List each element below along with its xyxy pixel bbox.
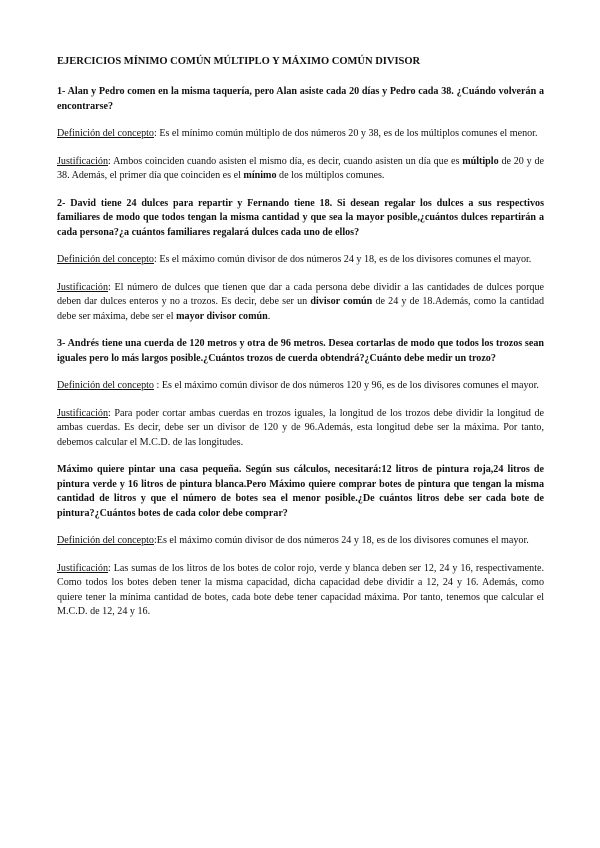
exercise-3-question: 3- Andrés tiene una cuerda de 120 metros y otra de 96 metros. Desea cortarlas de modo que todos los trozos sean iguales pero lo más largos posible.¿Cuántos trozos de cuerda obtendrá?¿Cuánto debe medir un trozo? [57,338,544,364]
definition-label: Definición del concepto [57,254,154,265]
justification-label: Justificación [57,281,109,293]
exercise-3-justification [57,407,544,451]
justification-emphasis: mayor divisor común [176,310,268,322]
definition-separator: : [153,535,157,546]
justification-label: Justificación [57,562,109,574]
justification-emphasis: múltiplo [462,155,499,167]
justification-text: Ambos coinciden cuando asisten el mismo día, es decir, cuando asisten un día que es [113,155,463,167]
justification-text: de 20 y de 38. Además, el primer día que coinciden es el [57,155,544,181]
justification-separator: : [108,407,115,419]
definition-separator: : [153,380,162,391]
exercise-1-question: 1- Alan y Pedro comen en la misma taquería, pero Alan asiste cada 20 días y Pedro cada 38. ¿Cuándo volverán a encontrarse? [57,86,544,112]
justification-text: El número de dulces que tienen que dar a cada persona debe dividir a las cantidades de dulces porque deben dar dulces enteros y no a trozos. Es decir, debe ser un [57,281,545,307]
definition-text: Es el máximo común divisor de dos números 24 y 18, es de los divisores comunes el mayor. [159,254,532,265]
justification-text: Las sumas de los litros de los botes de color rojo, verde y blanca deben ser 12, 24 y 16, respectivamente. Como todos los botes deben tener la misma capacidad, dicha capacidad debe dividir a 12, 24 y 16. Además, como quiere tener la mínima cantidad de botes, cada bote debe tener capacidad máxima. Por tanto, tenemos que calcular el M.C.D. de 12, 24 y 16. [57,562,544,617]
exercise-1-justification [57,155,544,184]
exercise-3-definition [57,379,544,394]
justification-emphasis: mínimo [243,170,277,181]
definition-separator: : [153,128,160,139]
justification-separator: : [108,281,115,293]
justification-label: Justificación [57,407,109,419]
definition-text: Es el mínimo común múltiplo de dos números 20 y 38, es de los múltiplos comunes el menor. [159,128,538,139]
definition-label: Definición del concepto [57,535,154,546]
definition-text: Es el máximo común divisor de dos números 120 y 96, es de los divisores comunes el mayor. [161,380,539,391]
exercise-1-definition [57,127,544,142]
definition-separator: : [153,254,160,265]
justification-text: de 24 y de 18.Además, como la cantidad debe ser máxima, debe ser el [57,296,545,322]
definition-label: Definición del concepto [57,380,154,391]
justification-label: Justificación [57,155,109,167]
exercise-2-definition [57,253,544,268]
exercise-2-question: 2- David tiene 24 dulces para repartir y Fernando tiene 18. Si desean regalar los dulces a sus respectivos familiares de modo que todos tengan la misma cantidad y que sea la mayor posible,¿cuántos dulces repartirán a cada persona?¿a cuántos familiares regalará dulces cada uno de ellos? [57,197,544,238]
exercise-4-justification [57,562,544,620]
definition-label: Definición del concepto [57,128,154,139]
justification-text: de los múltiplos comunes. [276,170,385,181]
justification-emphasis: divisor común [310,296,373,307]
exercise-2-justification [57,281,544,325]
justification-separator: : [108,155,114,167]
exercise-4-question: Máximo quiere pintar una casa pequeña. Según sus cálculos, necesitará:12 litros de pintura roja,24 litros de pintura verde y 16 litros de pintura blanca.Pero Máximo quiere comprar botes de pintura que tengan la misma cantidad de litros y que el número de botes sea el menor posible.¿De cuántos litros debe ser cada bote de pintura?¿Cuántos botes de cada color debe comprar? [57,464,544,519]
justification-text: . [267,310,271,322]
justification-separator: : [108,562,114,574]
definition-text: Es el máximo común divisor de dos números 24 y 18, es de los divisores comunes el mayor. [156,535,529,546]
exercise-4-definition [57,534,544,549]
justification-text: Para poder cortar ambas cuerdas en trozos iguales, la longitud de los trozos debe dividir la longitud de ambas cuerdas. Es decir, debe ser un divisor de 120 y de 96.Además, esta longitud debe ser la máxima. Por tanto, debemos calcular el M.C.D. de las longitudes. [57,407,545,448]
page-title: EJERCICIOS MÍNIMO COMÚN MÚLTIPLO Y MÁXIMO COMÚN DIVISOR [57,56,421,67]
